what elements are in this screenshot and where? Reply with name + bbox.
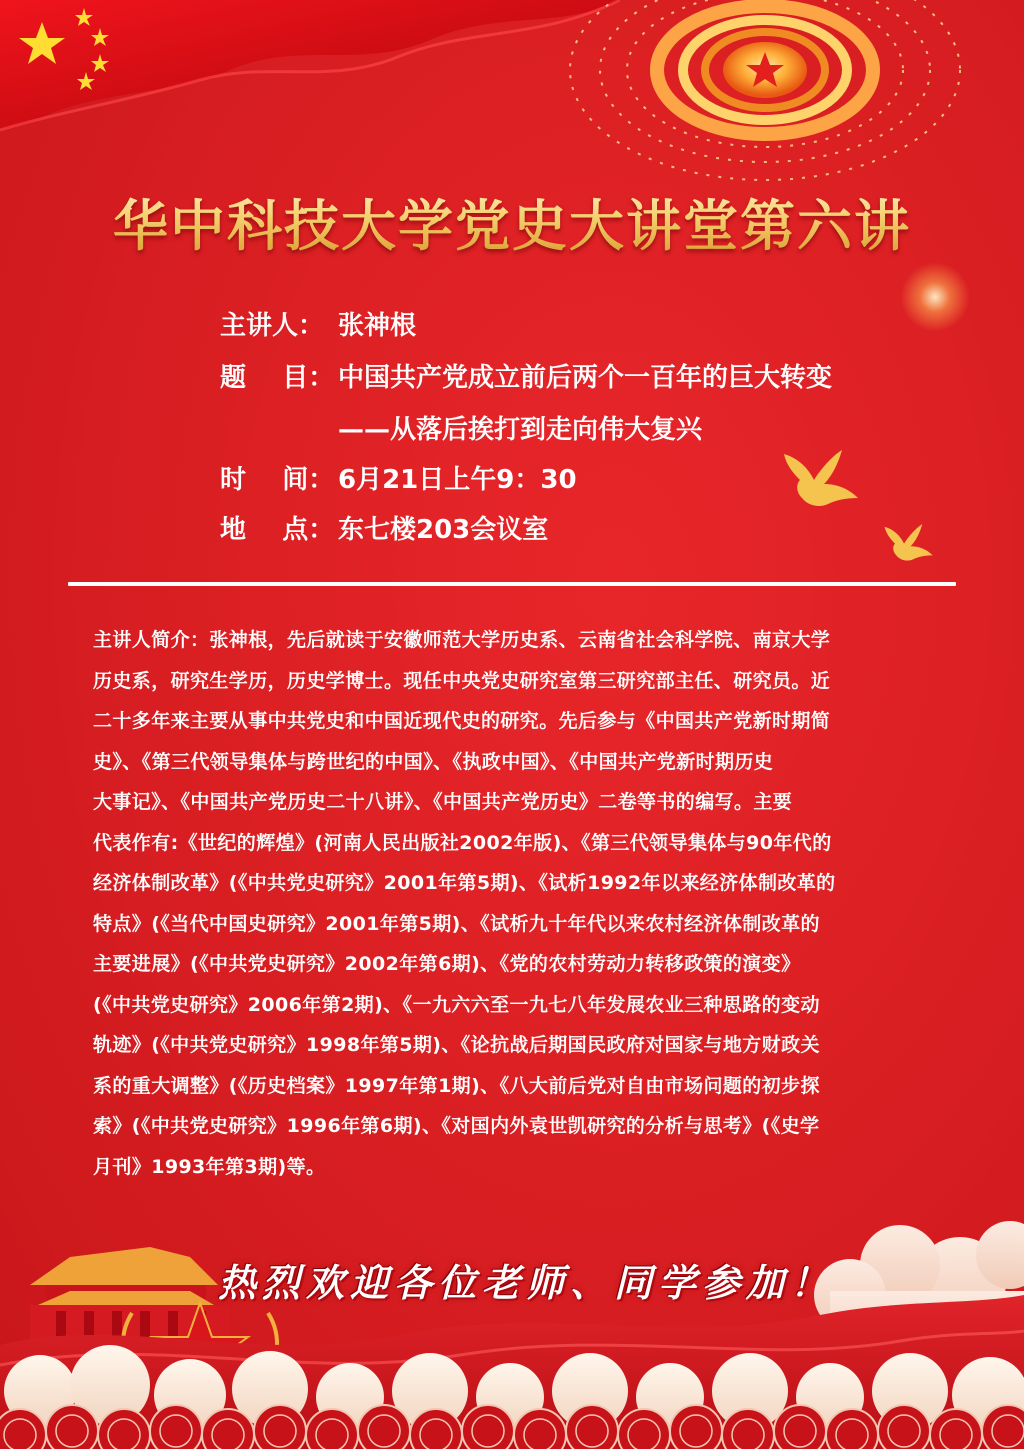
- topic-value: 中国共产党成立前后两个一百年的巨大转变: [338, 363, 833, 393]
- info-row-time: [220, 460, 577, 500]
- bio-line: 大事记》、《中国共产党历史二十八讲》、《中国共产党历史》二卷等书的编写。主要: [93, 791, 793, 813]
- flag-icon: [0, 0, 620, 150]
- bio-line: 索》(《中共党史研究》1996年第6期)、《对国内外袁世凯研究的分析与思考》(《史学: [93, 1115, 820, 1137]
- bio-line: 历史系，研究生学历，历史学博士。现任中央党史研究室第三研究部主任、研究员。近: [93, 669, 831, 692]
- divider: [68, 582, 956, 586]
- bio-line: 二十多年来主要从事中共党史和中国近现代史的研究。先后参与《中国共产党新时期简: [93, 710, 831, 732]
- tiananmen-icon: [0, 1195, 1024, 1449]
- bio-line: 轨迹》(《中共党史研究》1998年第5期)、《论抗战后期国民政府对国家与地方财政关: [93, 1034, 820, 1056]
- bio-line: 月刊》1993年第3期)等。: [93, 1155, 326, 1178]
- topic-subtitle: ——从落后挨打到走向伟大复兴: [338, 415, 703, 445]
- info-row-place: [220, 510, 548, 550]
- place-value: 东七楼203会议室: [338, 515, 549, 545]
- page-title: 华中科技大学党史大讲堂第六讲: [0, 182, 1024, 261]
- bio-line: 系的重大调整》(《历史档案》1997年第1期)、《八大前后党对自由市场问题的初步探: [93, 1074, 820, 1097]
- bio-line: (《中共党史研究》2006年第2期)、《一九六六至一九七八年发展农业三种思路的变动: [93, 993, 820, 1016]
- light-glow: [900, 262, 970, 332]
- speaker-value: 张神根: [338, 311, 417, 341]
- bio-line: 主要进展》(《中共党史研究》2002年第6期)、《党的农村劳动力转移政策的演变》: [93, 953, 801, 975]
- bio-line: 代表作有:《世纪的辉煌》(河南人民出版社2002年版)、《第三代领导集体与90年代的: [93, 831, 832, 854]
- speaker-bio: [93, 620, 935, 1187]
- place-label: 地 点：: [220, 515, 335, 545]
- info-row-speaker: [220, 306, 416, 346]
- time-label: 时 间：: [220, 465, 335, 495]
- welcome-message: 热烈欢迎各位老师、同学参加！: [218, 1260, 835, 1305]
- speaker-label: 主讲人：: [220, 311, 325, 341]
- bio-line: 经济体制改革》(《中共党史研究》2001年第5期)、《试析1992年以来经济体制改革的: [93, 872, 836, 894]
- bio-line: 特点》(《当代中国史研究》2001年第5期)、《试析九十年代以来农村经济体制改革的: [93, 912, 820, 935]
- time-value: 6月21日上午9：30: [338, 465, 577, 495]
- topic-label: 题 目：: [220, 363, 335, 393]
- bio-line: 史》、《第三代领导集体与跨世纪的中国》、《执政中国》、《中国共产党新时期历史: [93, 750, 774, 773]
- bio-line: 主讲人简介：张神根，先后就读于安徽师范大学历史系、云南省社会科学院、南京大学: [93, 629, 831, 651]
- dove-icon: [780, 448, 860, 510]
- info-row-subtitle: [338, 410, 702, 450]
- dove-icon: [882, 522, 934, 564]
- info-row-topic: [220, 358, 832, 398]
